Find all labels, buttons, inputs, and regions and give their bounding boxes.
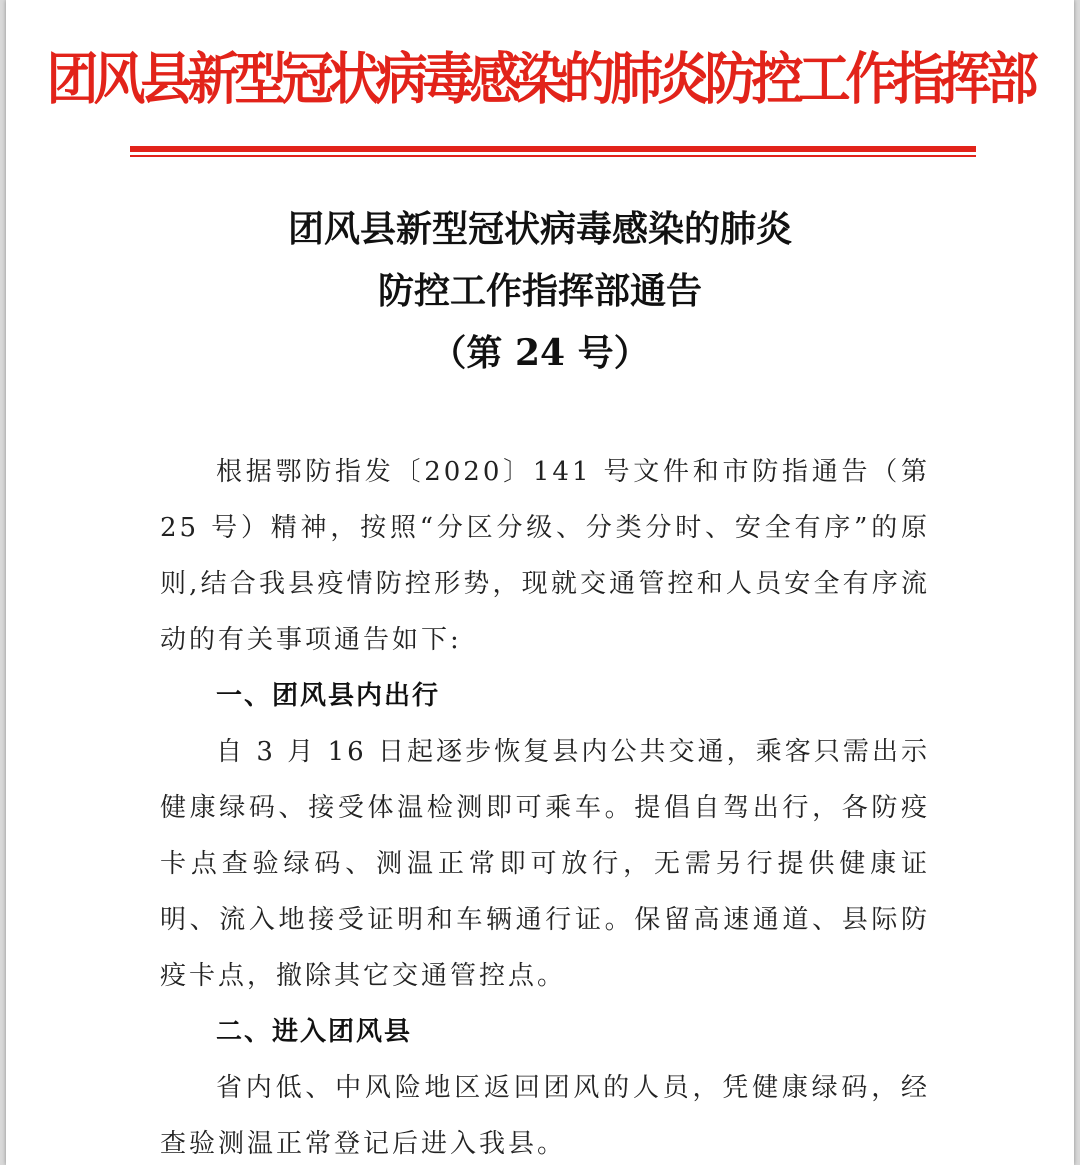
notice-title-line2: 防控工作指挥部通告 [377,270,702,312]
notice-number: （第 24 号） [430,332,650,374]
masthead-red-rule [130,146,976,152]
section1-heading: 一、团风县内出行 [216,681,441,711]
intro-paragraph: 根据鄂防指发〔2020〕141 号文件和市防指通告（第 25 号）精神，按照“分区分级、分类分时、安全有序”的原则,结合我县疫情防控形势，现就交通管控和人员安全有序流动的有关事项通告如下: [160,457,930,655]
section2-heading: 二、进入团风县 [216,1017,413,1047]
section1-paragraph: 自 3 月 16 日起逐步恢复县内公共交通，乘客只需出示健康绿码、接受体温检测即可乘车。提倡自驾出行，各防疫卡点查验绿码、测温正常即可放行，无需另行提供健康证明、流入地接受证明和车辆通行证。保留高速通道、县际防疫卡点，撤除其它交通管控点。 [160,737,930,991]
masthead-red-rule-thin [130,155,976,157]
section2-paragraph: 省内低、中风险地区返回团风的人员，凭健康绿码，经查验测温正常登记后进入我县。 [160,1073,930,1159]
notice-title [6,198,1074,384]
document-page [6,0,1074,1165]
notice-title-line1: 团风县新型冠状病毒感染的肺炎 [287,208,792,250]
notice-body [160,444,930,1165]
masthead-title: 团风县新型冠状病毒感染的肺炎防控工作指挥部 [46,46,1034,113]
